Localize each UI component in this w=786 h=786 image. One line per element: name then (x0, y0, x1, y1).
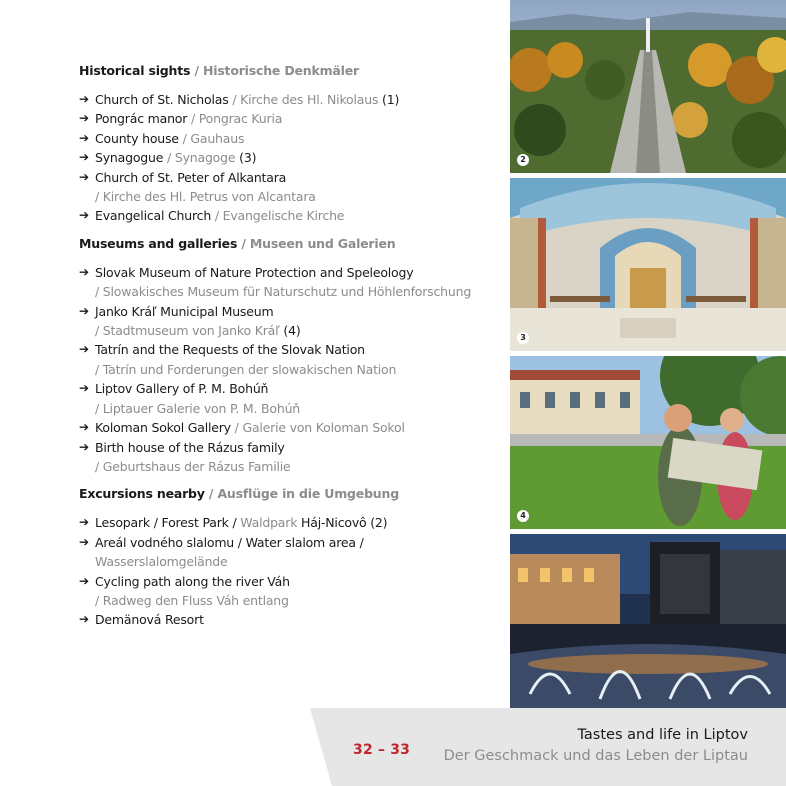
memorial-hill-image (510, 0, 786, 173)
arrow-right-icon: ➔ (79, 169, 89, 184)
photo-synagogue (510, 178, 786, 351)
heading-en: Historical sights (79, 63, 191, 78)
list-item: ➔ Church of St. Nicholas / Kirche des Hl. Nikolaus (1) (79, 90, 499, 109)
list-item: ➔ Cycling path along the river Váh / Radweg den Fluss Váh entlang (79, 573, 290, 608)
list-item: ➔ Evangelical Church / Evangelische Kirche (79, 206, 499, 225)
list-item: ➔ Liptov Gallery of P. M. Bohúň / Liptauer Galerie von P. M. Bohúň (79, 381, 301, 416)
publication-title-de: Der Geschmack und das Leben der Liptau (443, 748, 748, 764)
excursions-list (79, 513, 499, 629)
museums-list (79, 263, 499, 476)
list-item: ➔ Slovak Museum of Nature Protection and Speleology / Slowakisches Museum für Naturschutz und Höhlenforschung (79, 264, 472, 300)
arrow-right-icon: ➔ (79, 342, 89, 357)
photo-night-square (510, 534, 786, 708)
arrow-right-icon: ➔ (79, 208, 89, 223)
arrow-right-icon: ➔ (79, 515, 89, 530)
arrow-right-icon: ➔ (79, 573, 89, 588)
family-map-image (510, 356, 786, 529)
synagogue-image (510, 178, 786, 351)
list-item: ➔ Pongrác manor / Pongrac Kuria (79, 109, 499, 128)
photo-number-badge: 3 (517, 332, 529, 344)
list-item: ➔ Demänová Resort (79, 610, 499, 629)
arrow-right-icon: ➔ (79, 534, 89, 549)
list-item: ➔ Synagogue / Synagoge (3) (79, 148, 499, 167)
heading-de: Historische Denkmäler (202, 63, 359, 78)
list-item: ➔ Areál vodného slalomu / Water slalom area / Wasserslalomgelände (79, 534, 364, 570)
content-column (79, 62, 499, 630)
list-item: ➔ Lesopark / Forest Park / Waldpark Háj-Nicovô (2) (79, 513, 499, 532)
night-square-image (510, 534, 786, 708)
arrow-right-icon: ➔ (79, 381, 89, 396)
heading-de: Ausflüge in die Umgebung (217, 486, 399, 502)
heading-de: Museen und Galerien (249, 235, 396, 251)
section-heading-excursions: Excursions nearby / Ausflüge in die Umgebung (79, 486, 399, 502)
photo-number-badge: 4 (517, 510, 529, 522)
arrow-right-icon: ➔ (79, 420, 89, 435)
historical-list (79, 90, 499, 226)
list-item: ➔ Church of St. Peter of Alkantara / Kirche des Hl. Petrus von Alcantara (79, 169, 316, 205)
arrow-right-icon: ➔ (79, 111, 89, 126)
page-numbers: 32 – 33 (353, 742, 411, 758)
list-item: ➔ Tatrín and the Requests of the Slovak Nation / Tatrín und Forderungen der slowakischen Nation (79, 342, 397, 377)
photo-memorial-hill (510, 0, 786, 173)
arrow-right-icon: ➔ (79, 303, 89, 318)
list-item: ➔ Janko Kráľ Municipal Museum / Stadtmuseum von Janko Kráľ (4) (79, 303, 301, 339)
section-heading-historical: Historical sights / Historische Denkmäler (79, 63, 359, 78)
arrow-right-icon: ➔ (79, 439, 89, 454)
heading-en: Museums and galleries (79, 235, 238, 251)
publication-title-en: Tastes and life in Liptov (577, 727, 748, 743)
photo-number-badge: 2 (517, 154, 529, 166)
heading-en: Excursions nearby (79, 486, 205, 502)
arrow-right-icon: ➔ (79, 92, 89, 106)
arrow-right-icon: ➔ (79, 264, 89, 279)
photo-family-map (510, 356, 786, 529)
arrow-right-icon: ➔ (79, 612, 89, 627)
section-heading-museums: Museums and galleries / Museen und Galerien (79, 235, 396, 251)
list-item: ➔ Birth house of the Rázus family / Geburtshaus der Rázus Familie (79, 439, 291, 474)
list-item: ➔ County house / Gauhaus (79, 129, 499, 148)
arrow-right-icon: ➔ (79, 150, 89, 165)
list-item: ➔ Koloman Sokol Gallery / Galerie von Koloman Sokol (79, 418, 499, 437)
arrow-right-icon: ➔ (79, 130, 89, 145)
